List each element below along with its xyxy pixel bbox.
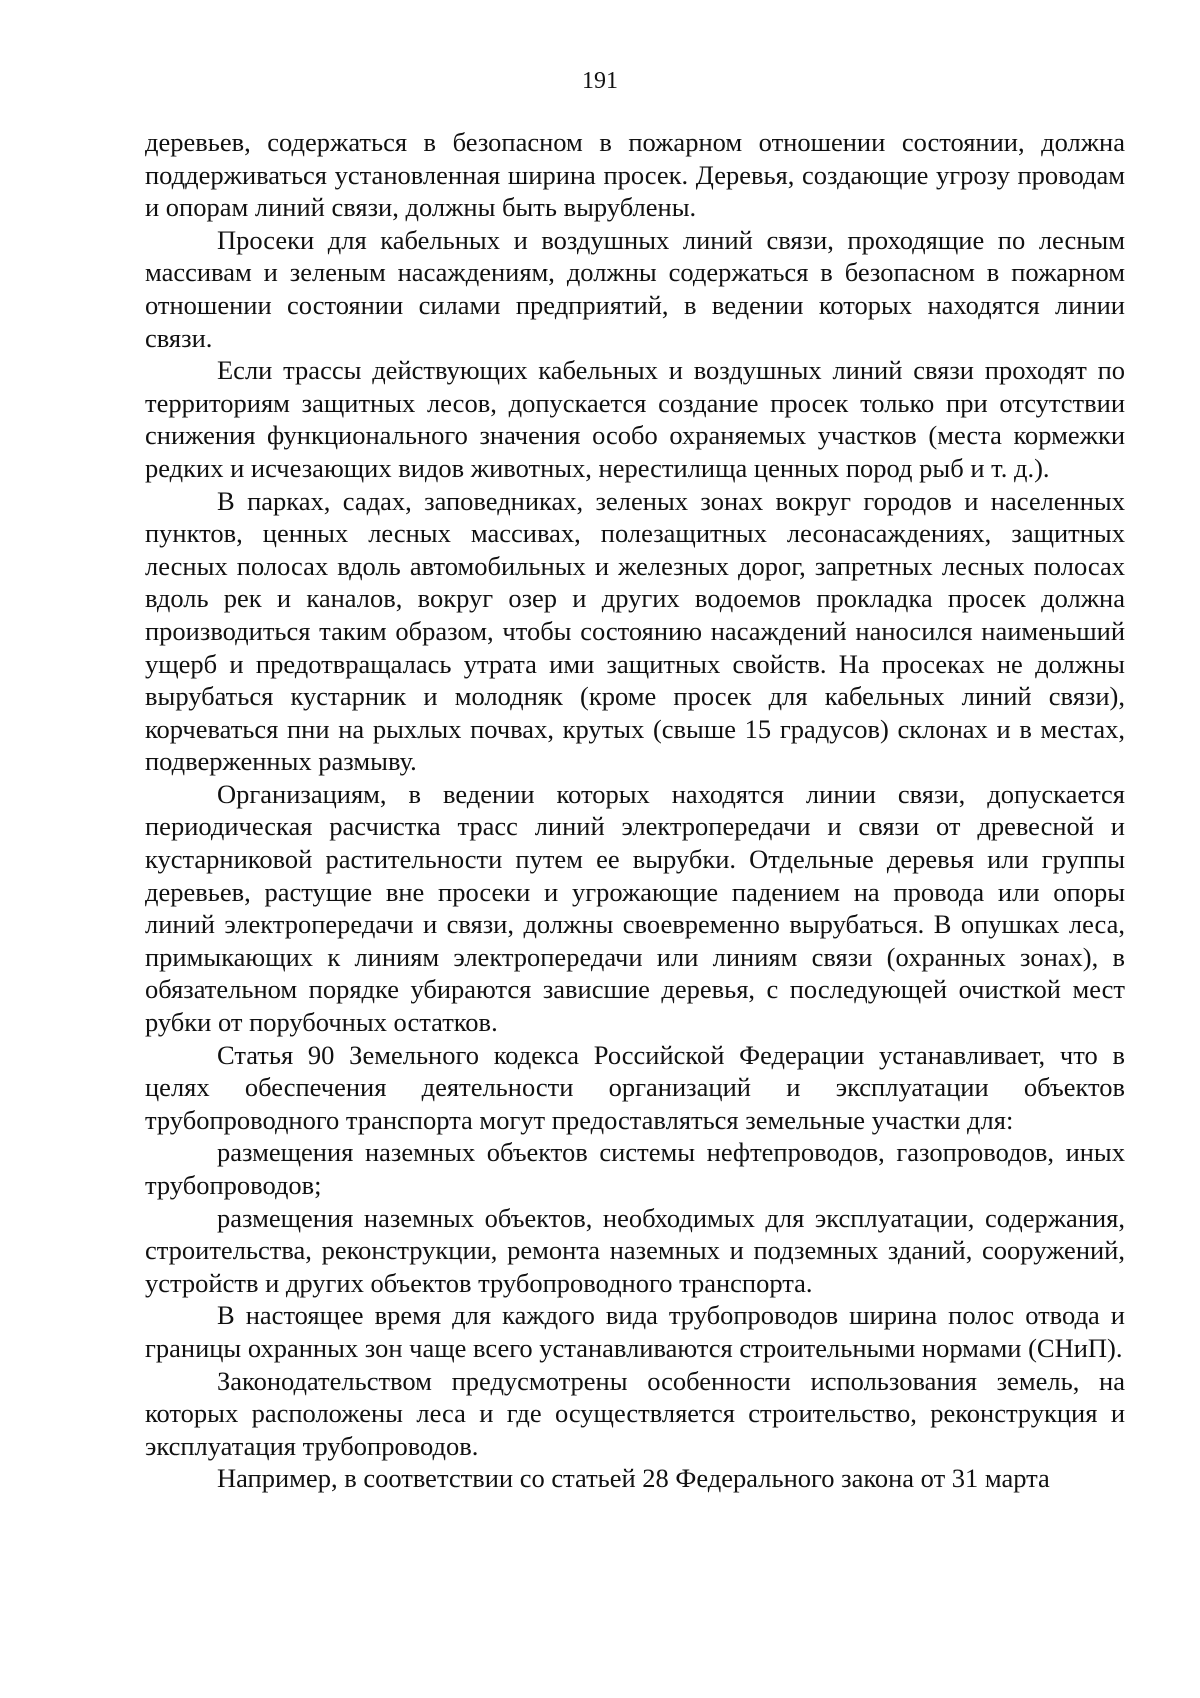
paragraph-route-clearing: Организациям, в ведении которых находятся линии связи, допускается периодическая расчистка трасс линий электропередачи и связи от древесной и кустарниковой растительности путем ее вырубки. Отдельные деревья или группы деревьев, растущие вне просеки и угрожающие падением на провода или опоры линий электропередачи и связи, должны своевременно вырубаться. В опушках леса, примыкающих к линиям электропередачи или линиям связи (охранных зонах), в обязательном порядке убираются зависшие деревья, с последующей очисткой мест рубки от порубочных остатков. (145, 778, 1125, 1038)
paragraph-land-code-article-90: Статья 90 Земельного кодекса Российской Федерации устанавливает, что в целях обеспечения деятельности организаций и эксплуатации объектов трубопроводного транспорта могут предоставляться земельные участки для: (145, 1039, 1125, 1135)
list-item-surface-objects: размещения наземных объектов системы нефтепроводов, газопроводов, иных трубопроводов; (145, 1137, 1125, 1200)
paragraph-federal-law: Например, в соответствии со статьей 28 Федерального закона от 31 марта (217, 1463, 1050, 1494)
paragraph-parks-and-reserves: В парках, садах, заповедниках, зеленых зонах вокруг городов и населенных пунктов, ценных лесных массивах, полезащитных лесонасаждениях, защитных лесных полосах вдоль автомобильных и железных дорог, запретных лесных полосах вдоль рек и каналов, вокруг озер и других водоемов прокладка просек должна производиться таким образом, чтобы состоянию насаждений наносился наименьший ущерб и предотвращалась утрата ими защитных свойств. На просеках не должны вырубаться кустарник и молодняк (кроме просек для кабельных линий связи), корчеваться пни на рыхлых почвах, крутых (свыше 15 градусов) склонах и в местах, подверженных размыву. (145, 485, 1125, 777)
paragraph-protective-forests: Если трассы действующих кабельных и воздушных линий связи проходят по территориям защитных лесов, допускается создание просек только при отсутствии снижения функционального значения особо охраняемых участков (места кормежки редких и исчезающих видов животных, нерестилища ценных пород рыб и т. д.). (145, 355, 1125, 483)
body-text (145, 126, 1125, 1495)
page-number: 191 (582, 68, 618, 94)
paragraph-continuation: деревьев, содержаться в безопасном в пожарном отношении состоянии, должна поддерживаться установленная ширина просек. Деревья, создающие угрозу проводам и опорам линий связи, должны быть вырублены. (145, 127, 1125, 223)
paragraph-snip-norms: В настоящее время для каждого вида трубопроводов ширина полос отвода и границы охранных зон чаще всего устанавливаются строительными нормами (СНиП). (145, 1300, 1125, 1363)
list-item-operation-objects: размещения наземных объектов, необходимых для эксплуатации, содержания, строительства, реконструкции, ремонта наземных и подземных зданий, сооружений, устройств и других объектов трубопроводного транспорта. (145, 1202, 1125, 1298)
paragraph-clearings-maintenance: Просеки для кабельных и воздушных линий связи, проходящие по лесным массивам и зеленым насаждениям, должны содержаться в безопасном в пожарном отношении состоянии силами предприятий, в ведении которых находятся линии связи. (145, 224, 1125, 353)
paragraph-legislation: Законодательством предусмотрены особенности использования земель, на которых расположены леса и где осуществляется строительство, реконструкция и эксплуатация трубопроводов. (145, 1365, 1125, 1461)
